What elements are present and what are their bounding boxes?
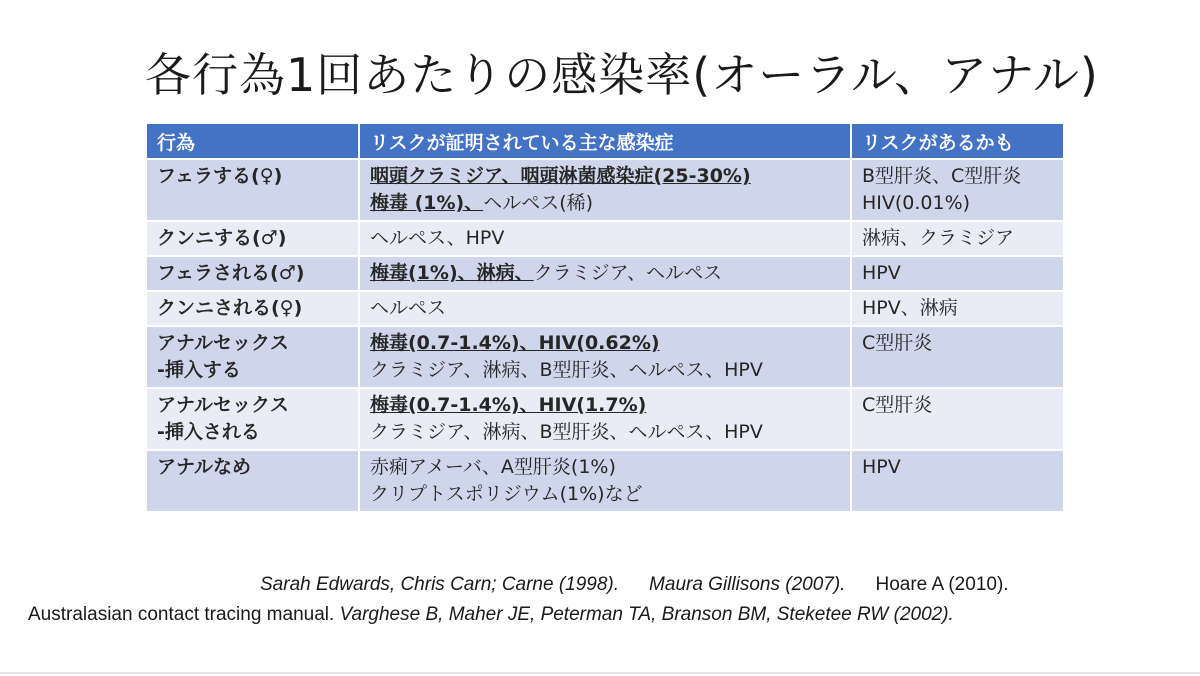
proven-strong: 梅毒(0.7-1.4%)、HIV(0.62%) [370,332,660,354]
reference-manual: Australasian contact tracing manual. [28,604,340,625]
proven-line [370,225,840,252]
cell-possible [851,256,1063,291]
possible-line: HPV [862,262,901,284]
act-line: アナルなめ [157,456,252,478]
header-proven: リスクが証明されている主な感染症 [359,124,851,159]
proven-text: クリプトスポリジウム(1%)など [370,483,643,505]
table-row [147,159,1063,221]
cell-proven [359,159,851,221]
cell-proven [359,291,851,326]
proven-text: ヘルペス、HPV [370,227,505,249]
proven-line [370,163,840,190]
cell-possible [851,388,1063,450]
table-row [147,326,1063,388]
cell-act [147,256,359,291]
proven-strong: 梅毒 (1%)、 [370,192,484,214]
cell-act [147,450,359,512]
reference-varghese: Varghese B, Maher JE, Peterman TA, Branson BM, Steketee RW (2002). [339,604,954,625]
proven-line [370,295,840,322]
infection-rate-table [147,124,1063,513]
bottom-divider [0,672,1200,674]
proven-text: 赤痢アメーバ、A型肝炎(1%) [370,456,616,478]
cell-proven [359,256,851,291]
cell-possible [851,221,1063,256]
possible-line: C型肝炎 [862,394,933,416]
act-line: -挿入される [157,421,260,443]
proven-text: クラミジア、ヘルペス [533,262,723,284]
table-row [147,221,1063,256]
possible-line: HPV、淋病 [862,297,958,319]
possible-line: B型肝炎、C型肝炎 [862,165,1022,187]
table-row [147,388,1063,450]
act-line: フェラされる(♂) [157,262,305,284]
act-line: クンニされる(♀) [157,297,303,319]
cell-act [147,326,359,388]
table-row [147,450,1063,512]
proven-text: クラミジア、淋病、B型肝炎、ヘルペス、HPV [370,421,763,443]
proven-line [370,454,840,481]
proven-line [370,260,840,287]
proven-line [370,190,840,217]
act-line: -挿入する [157,359,241,381]
cell-possible [851,291,1063,326]
proven-strong: 梅毒(1%)、淋病、 [370,262,534,284]
reference-hoare: Hoare A (2010). [875,574,1009,595]
reference-line-2 [28,604,954,626]
proven-line [370,330,840,357]
proven-line [370,481,840,508]
proven-line [370,392,840,419]
proven-line [370,357,840,384]
table-header-row [147,124,1063,159]
cell-act [147,291,359,326]
cell-proven [359,388,851,450]
cell-act [147,159,359,221]
proven-line [370,419,840,446]
proven-strong: 梅毒(0.7-1.4%)、HIV(1.7%) [370,394,647,416]
possible-line: HIV(0.01%) [862,192,971,214]
proven-text: ヘルペス(稀) [483,192,594,214]
act-line: クンニする(♂) [157,227,287,249]
act-line: フェラする(♀) [157,165,283,187]
reference-gillisons: Maura Gillisons (2007). [649,574,846,595]
act-line: アナルセックス [157,332,289,354]
cell-possible [851,450,1063,512]
possible-line: 淋病、クラミジア [862,227,1015,249]
header-possible: リスクがあるかも [851,124,1063,159]
possible-line: HPV [862,456,901,478]
cell-proven [359,221,851,256]
cell-proven [359,326,851,388]
header-act: 行為 [147,124,359,159]
proven-text: クラミジア、淋病、B型肝炎、ヘルペス、HPV [370,359,763,381]
reference-edwards: Sarah Edwards, Chris Carn; Carne (1998). [260,574,620,595]
act-line: アナルセックス [157,394,289,416]
slide-title: 各行為1回あたりの感染率(オーラル、アナル) [145,48,1099,102]
possible-line: C型肝炎 [862,332,933,354]
cell-act [147,221,359,256]
cell-possible [851,159,1063,221]
proven-text: ヘルペス [370,297,447,319]
cell-act [147,388,359,450]
table-row [147,291,1063,326]
cell-proven [359,450,851,512]
reference-line-1 [260,574,1009,596]
cell-possible [851,326,1063,388]
table-row [147,256,1063,291]
proven-strong: 咽頭クラミジア、咽頭淋菌感染症(25-30%) [370,165,751,187]
